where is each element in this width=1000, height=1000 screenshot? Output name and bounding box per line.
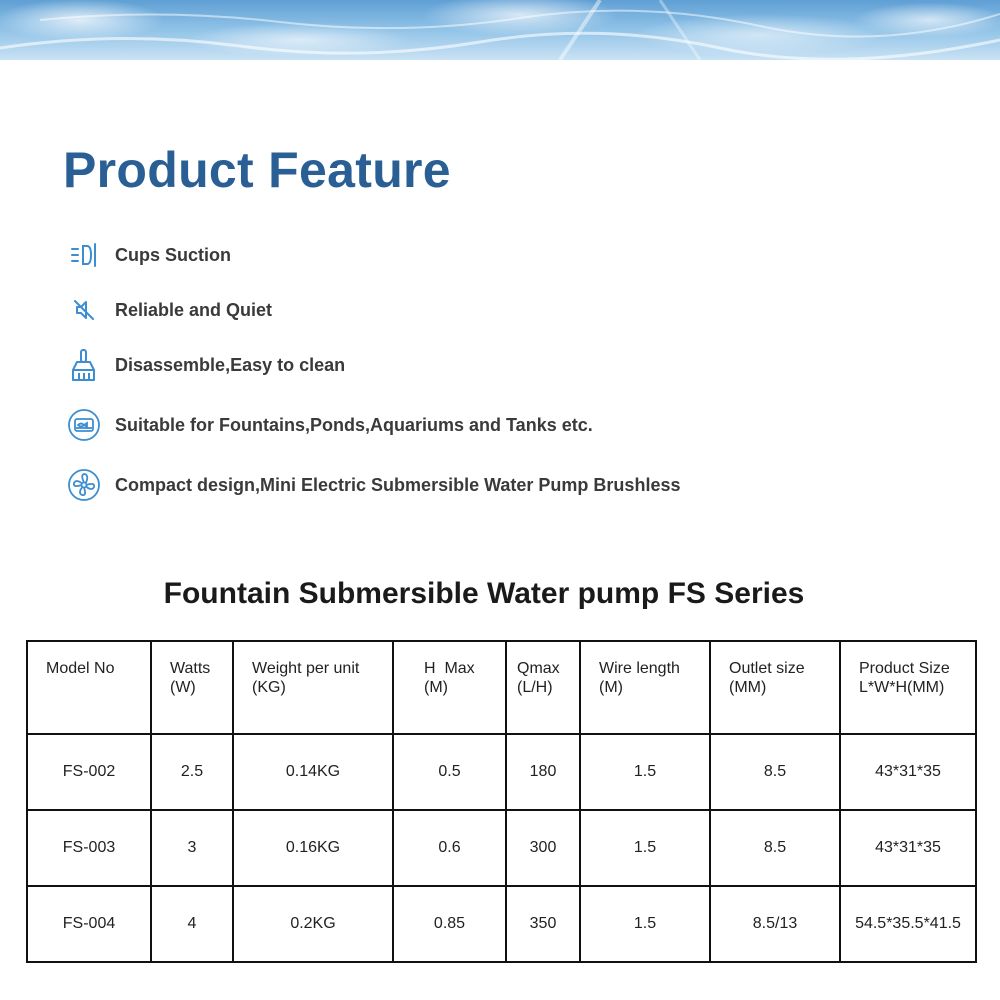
feature-label: Cups Suction <box>115 244 231 265</box>
header-line1: Model No <box>46 660 115 677</box>
brush-icon <box>67 348 101 382</box>
header-line2: (M) <box>424 679 448 696</box>
feature-item <box>67 408 593 442</box>
cell-wire-length: 1.5 <box>580 734 710 810</box>
column-header <box>27 641 151 734</box>
table-row <box>27 810 976 886</box>
spec-table <box>26 640 977 963</box>
cell-watts: 3 <box>151 810 233 886</box>
table-header-row <box>27 641 976 734</box>
water-ripple-decoration <box>0 0 1000 60</box>
feature-label: Disassemble,Easy to clean <box>115 354 346 375</box>
column-header <box>233 641 393 734</box>
header-line1: Weight per unit <box>252 660 360 677</box>
column-header <box>580 641 710 734</box>
feature-item <box>67 293 272 327</box>
cell-qmax: 350 <box>506 886 580 962</box>
header-line1: H Max <box>424 660 475 677</box>
cell-h-max: 0.6 <box>393 810 506 886</box>
header-line2: L*W*H(MM) <box>859 679 945 696</box>
cell-weight: 0.2KG <box>233 886 393 962</box>
column-header <box>710 641 840 734</box>
suction-cup-icon <box>67 238 101 272</box>
table-row <box>27 886 976 962</box>
aquarium-icon <box>67 408 101 442</box>
column-header <box>393 641 506 734</box>
header-line2: (M) <box>599 679 623 696</box>
cell-outlet-size: 8.5 <box>710 810 840 886</box>
feature-item <box>67 468 680 502</box>
cell-model-no: FS-004 <box>27 886 151 962</box>
cell-outlet-size: 8.5 <box>710 734 840 810</box>
cell-product-size: 54.5*35.5*41.5 <box>840 886 976 962</box>
cell-watts: 2.5 <box>151 734 233 810</box>
cell-model-no: FS-002 <box>27 734 151 810</box>
header-line1: Product Size <box>859 660 950 677</box>
header-line1: Watts <box>170 660 211 677</box>
header-line2: (KG) <box>252 679 286 696</box>
feature-label: Suitable for Fountains,Ponds,Aquariums and Tanks etc. <box>115 414 593 435</box>
cell-weight: 0.16KG <box>233 810 393 886</box>
water-banner <box>0 0 1000 60</box>
feature-label: Reliable and Quiet <box>115 299 273 320</box>
header-line1: Qmax <box>517 660 560 677</box>
header-line2: (L/H) <box>517 679 553 696</box>
cell-product-size: 43*31*35 <box>840 734 976 810</box>
feature-item <box>67 348 345 382</box>
cell-qmax: 300 <box>506 810 580 886</box>
fan-icon <box>67 468 101 502</box>
cell-product-size: 43*31*35 <box>840 810 976 886</box>
cell-h-max: 0.85 <box>393 886 506 962</box>
cell-wire-length: 1.5 <box>580 810 710 886</box>
cell-outlet-size: 8.5/13 <box>710 886 840 962</box>
page-title: Product Feature <box>63 142 451 198</box>
header-line1: Outlet size <box>729 660 805 677</box>
cell-h-max: 0.5 <box>393 734 506 810</box>
header-line1: Wire length <box>599 660 680 677</box>
table-title: Fountain Submersible Water pump FS Series <box>163 577 805 610</box>
column-header <box>151 641 233 734</box>
cell-watts: 4 <box>151 886 233 962</box>
feature-item <box>67 238 231 272</box>
feature-label: Compact design,Mini Electric Submersible Water Pump Brushless <box>115 474 681 495</box>
header-line2: (W) <box>170 679 196 696</box>
cell-qmax: 180 <box>506 734 580 810</box>
cell-model-no: FS-003 <box>27 810 151 886</box>
column-header <box>840 641 976 734</box>
mute-speaker-icon <box>67 293 101 327</box>
cell-weight: 0.14KG <box>233 734 393 810</box>
header-line2: (MM) <box>729 679 767 696</box>
column-header <box>506 641 580 734</box>
cell-wire-length: 1.5 <box>580 886 710 962</box>
table-row <box>27 734 976 810</box>
